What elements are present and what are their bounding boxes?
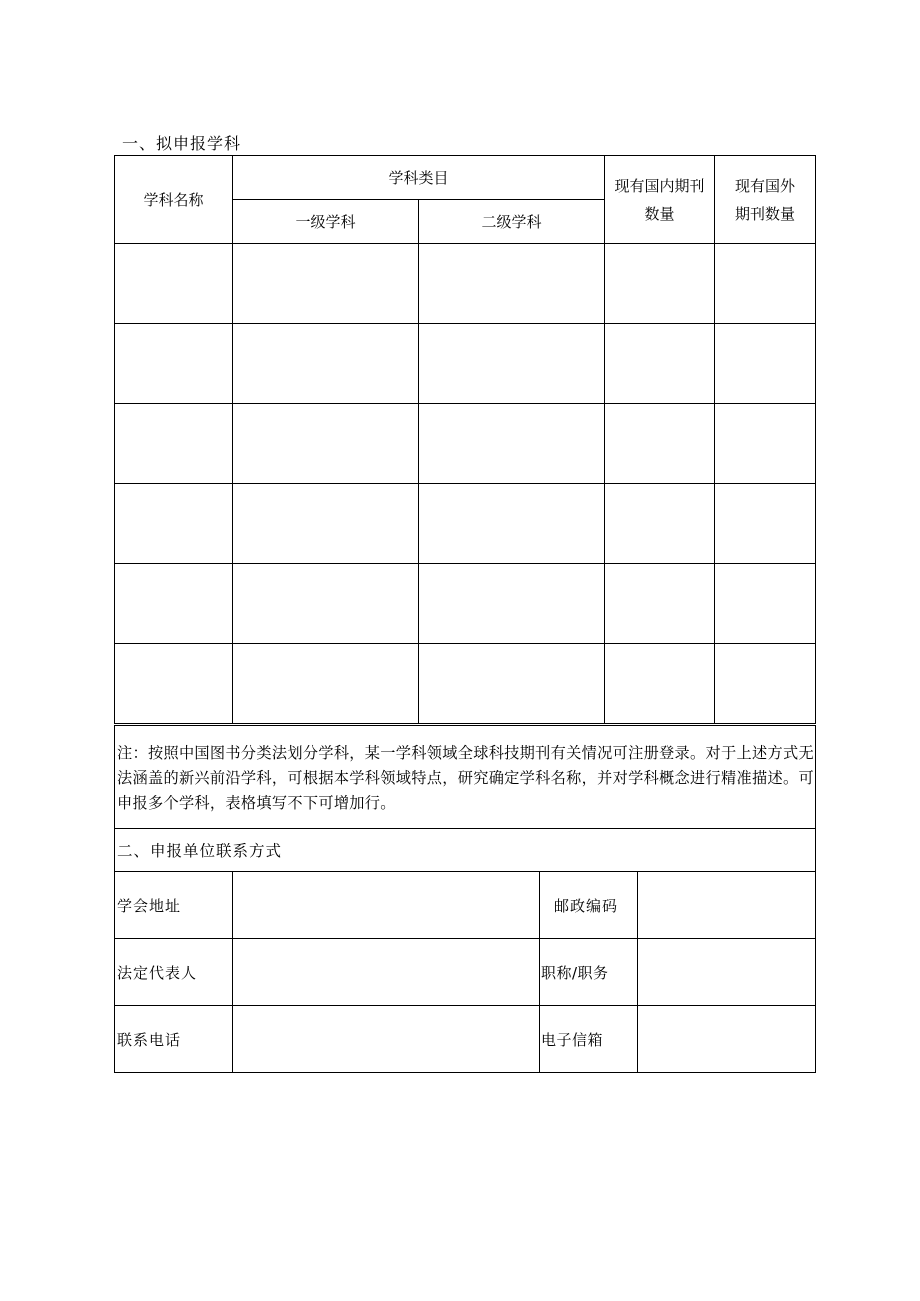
header-level1-discipline: 一级学科 bbox=[233, 200, 419, 244]
domestic-count-cell[interactable] bbox=[605, 324, 715, 404]
foreign-count-cell[interactable] bbox=[715, 244, 816, 324]
header-foreign-line1: 现有国外 bbox=[735, 176, 796, 195]
discipline-name-cell[interactable] bbox=[115, 404, 233, 484]
table-row bbox=[115, 244, 816, 324]
level1-cell[interactable] bbox=[233, 404, 419, 484]
contact-table bbox=[114, 725, 816, 1073]
phone-label: 联系电话 bbox=[115, 1006, 233, 1073]
level2-cell[interactable] bbox=[419, 244, 605, 324]
foreign-count-cell[interactable] bbox=[715, 404, 816, 484]
level1-cell[interactable] bbox=[233, 484, 419, 564]
table-row bbox=[115, 564, 816, 644]
discipline-name-cell[interactable] bbox=[115, 564, 233, 644]
note-text: 注：按照中国图书分类法划分学科，某一学科领域全球科技期刊有关情况可注册登录。对于上述方式无法涵盖的新兴前沿学科，可根据本学科领域特点，研究确定学科名称，并对学科概念进行精准描述。可申报多个学科，表格填写不下可增加行。 bbox=[115, 726, 816, 829]
discipline-name-cell[interactable] bbox=[115, 244, 233, 324]
table-row bbox=[115, 324, 816, 404]
header-discipline-category: 学科类目 bbox=[233, 156, 605, 200]
level1-cell[interactable] bbox=[233, 564, 419, 644]
phone-input-cell[interactable] bbox=[233, 1006, 540, 1073]
table-row bbox=[115, 644, 816, 724]
header-foreign-line2: 期刊数量 bbox=[735, 204, 796, 223]
address-input-cell[interactable] bbox=[233, 872, 540, 939]
domestic-count-cell[interactable] bbox=[605, 404, 715, 484]
note-row bbox=[115, 726, 816, 829]
legal-rep-label: 法定代表人 bbox=[115, 939, 233, 1006]
address-label: 学会地址 bbox=[115, 872, 233, 939]
header-foreign-journals bbox=[715, 156, 816, 244]
domestic-count-cell[interactable] bbox=[605, 644, 715, 724]
contact-row-legal-rep bbox=[115, 939, 816, 1006]
title-position-input-cell[interactable] bbox=[638, 939, 816, 1006]
foreign-count-cell[interactable] bbox=[715, 484, 816, 564]
foreign-count-cell[interactable] bbox=[715, 324, 816, 404]
header-domestic-line1: 现有国内期刊 bbox=[614, 176, 705, 195]
contact-row-address bbox=[115, 872, 816, 939]
email-input-cell[interactable] bbox=[638, 1006, 816, 1073]
domestic-count-cell[interactable] bbox=[605, 484, 715, 564]
foreign-count-cell[interactable] bbox=[715, 644, 816, 724]
domestic-count-cell[interactable] bbox=[605, 564, 715, 644]
postcode-label: 邮政编码 bbox=[540, 872, 638, 939]
header-level2-discipline: 二级学科 bbox=[419, 200, 605, 244]
level2-cell[interactable] bbox=[419, 484, 605, 564]
title-position-label: 职称/职务 bbox=[540, 939, 638, 1006]
contact-row-phone bbox=[115, 1006, 816, 1073]
level2-cell[interactable] bbox=[419, 564, 605, 644]
level1-cell[interactable] bbox=[233, 244, 419, 324]
legal-rep-input-cell[interactable] bbox=[233, 939, 540, 1006]
discipline-name-cell[interactable] bbox=[115, 324, 233, 404]
foreign-count-cell[interactable] bbox=[715, 564, 816, 644]
level2-cell[interactable] bbox=[419, 644, 605, 724]
section-2-row bbox=[115, 829, 816, 872]
discipline-table bbox=[114, 155, 816, 724]
header-discipline-name: 学科名称 bbox=[115, 156, 233, 244]
section-2-title: 二、申报单位联系方式 bbox=[115, 829, 816, 872]
table-row bbox=[115, 404, 816, 484]
domestic-count-cell[interactable] bbox=[605, 244, 715, 324]
section-1-title: 一、拟申报学科 bbox=[122, 134, 242, 153]
table-row bbox=[115, 484, 816, 564]
header-domestic-line2: 数量 bbox=[644, 204, 675, 223]
email-label: 电子信箱 bbox=[540, 1006, 638, 1073]
header-domestic-journals bbox=[605, 156, 715, 244]
level2-cell[interactable] bbox=[419, 404, 605, 484]
discipline-name-cell[interactable] bbox=[115, 644, 233, 724]
level1-cell[interactable] bbox=[233, 644, 419, 724]
table-header-row bbox=[115, 156, 816, 200]
postcode-input-cell[interactable] bbox=[638, 872, 816, 939]
discipline-name-cell[interactable] bbox=[115, 484, 233, 564]
level2-cell[interactable] bbox=[419, 324, 605, 404]
level1-cell[interactable] bbox=[233, 324, 419, 404]
